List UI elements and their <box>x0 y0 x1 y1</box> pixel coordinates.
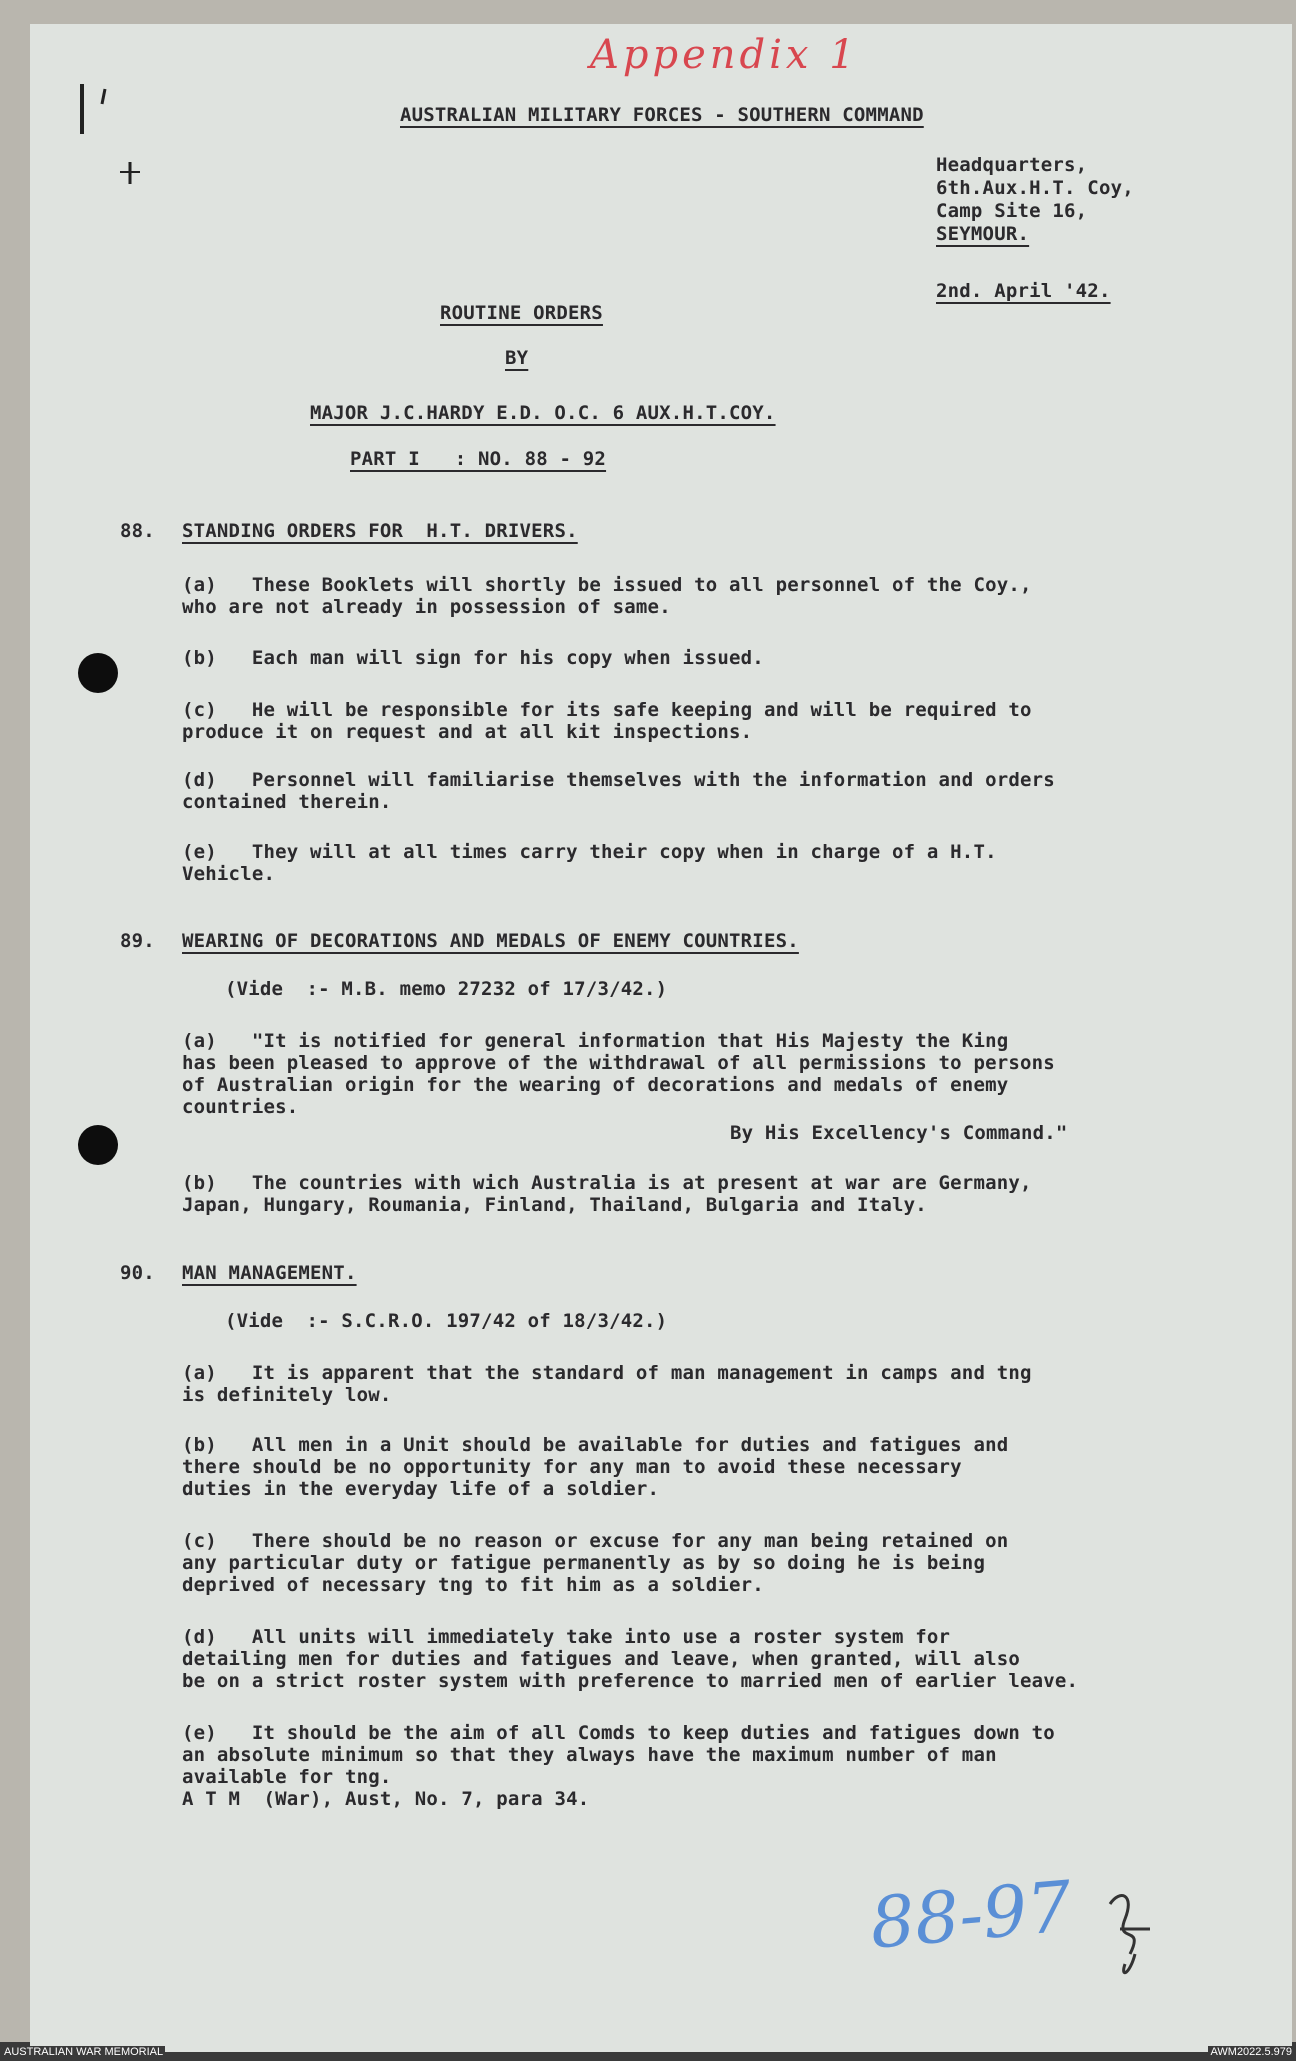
order-line: be on a strict roster system with preference to married men of earlier leave. <box>182 1670 1079 1692</box>
order-line: (d) Personnel will familiarise themselves with the information and orders <box>182 769 1055 791</box>
orders-title: ROUTINE ORDERS <box>440 302 603 324</box>
section-number: 90. <box>120 1262 155 1284</box>
appendix-text: Appendix 1 <box>590 32 859 78</box>
appendix-annotation <box>590 32 890 92</box>
orders-part: PART I : NO. 88 - 92 <box>350 448 607 470</box>
punch-hole <box>78 653 118 693</box>
section-number: 89. <box>120 930 155 952</box>
page-range-text: 88-97 <box>866 1865 1075 1965</box>
order-line: (c) There should be no reason or excuse for any man being retained on <box>182 1530 1009 1552</box>
section-heading: STANDING ORDERS FOR H.T. DRIVERS. <box>182 520 578 542</box>
vide-reference: (Vide :- S.C.R.O. 197/42 of 18/3/42.) <box>225 1310 668 1332</box>
order-line: By His Excellency's Command." <box>730 1122 1068 1144</box>
orders-by: BY <box>505 347 529 369</box>
order-line: (c) He will be responsible for its safe keeping and will be required to <box>182 699 1032 721</box>
orders-officer: MAJOR J.C.HARDY E.D. O.C. 6 AUX.H.T.COY. <box>310 402 776 424</box>
document-page <box>30 24 1292 2052</box>
order-line: A T M (War), Aust, No. 7, para 34. <box>182 1788 590 1810</box>
order-line: any particular duty or fatigue permanently as by so doing he is being <box>182 1552 986 1574</box>
document-title: AUSTRALIAN MILITARY FORCES - SOUTHERN COMMAND <box>400 104 924 126</box>
order-line: of Australian origin for the wearing of decorations and medals of enemy <box>182 1074 1009 1096</box>
order-line: (a) These Booklets will shortly be issued to all personnel of the Coy., <box>182 574 1032 596</box>
order-line: duties in the everyday life of a soldier. <box>182 1478 660 1500</box>
order-line: is definitely low. <box>182 1384 392 1406</box>
corner-tick-marks <box>70 74 150 214</box>
order-line: (b) The countries with wich Australia is at present at war are Germany, <box>182 1172 1032 1194</box>
address-line: 6th.Aux.H.T. Coy, <box>936 177 1134 199</box>
order-line: (e) It should be the aim of all Comds to keep duties and fatigues down to <box>182 1722 1055 1744</box>
order-line: (e) They will at all times carry their copy when in charge of a H.T. <box>182 841 997 863</box>
initials-mark <box>1090 1884 1160 1984</box>
order-line: Vehicle. <box>182 863 276 885</box>
document-date: 2nd. April '42. <box>936 280 1111 302</box>
footer-right: AWM2022.5.979 <box>1210 2046 1292 2058</box>
section-number: 88. <box>120 520 155 542</box>
order-line: (a) "It is notified for general information that His Majesty the King <box>182 1030 1009 1052</box>
vide-reference: (Vide :- M.B. memo 27232 of 17/3/42.) <box>225 978 668 1000</box>
order-line: has been pleased to approve of the withdrawal of all permissions to persons <box>182 1052 1055 1074</box>
order-line: who are not already in possession of same. <box>182 596 671 618</box>
page-range-annotation <box>866 1865 1110 1984</box>
order-line: countries. <box>182 1096 299 1118</box>
order-line: produce it on request and at all kit inspections. <box>182 721 753 743</box>
order-line: available for tng. <box>182 1766 392 1788</box>
section-heading: WEARING OF DECORATIONS AND MEDALS OF ENEMY COUNTRIES. <box>182 930 799 952</box>
address-line: SEYMOUR. <box>936 223 1030 245</box>
order-line: (d) All units will immediately take into use a roster system for <box>182 1626 951 1648</box>
footer-left: AUSTRALIAN WAR MEMORIAL <box>4 2046 164 2058</box>
order-line: deprived of necessary tng to fit him as a soldier. <box>182 1574 764 1596</box>
order-line: there should be no opportunity for any man to avoid these necessary <box>182 1456 962 1478</box>
order-line: Japan, Hungary, Roumania, Finland, Thailand, Bulgaria and Italy. <box>182 1194 927 1216</box>
order-line: an absolute minimum so that they always have the maximum number of man <box>182 1744 997 1766</box>
punch-hole <box>78 1125 118 1165</box>
address-line: Headquarters, <box>936 154 1088 176</box>
section-heading: MAN MANAGEMENT. <box>182 1262 357 1284</box>
order-line: detailing men for duties and fatigues and leave, when granted, will also <box>182 1648 1021 1670</box>
order-line: (b) Each man will sign for his copy when issued. <box>182 647 764 669</box>
address-line: Camp Site 16, <box>936 200 1088 222</box>
order-line: (a) It is apparent that the standard of man management in camps and tng <box>182 1362 1032 1384</box>
order-line: (b) All men in a Unit should be available for duties and fatigues and <box>182 1434 1009 1456</box>
order-line: contained therein. <box>182 791 392 813</box>
